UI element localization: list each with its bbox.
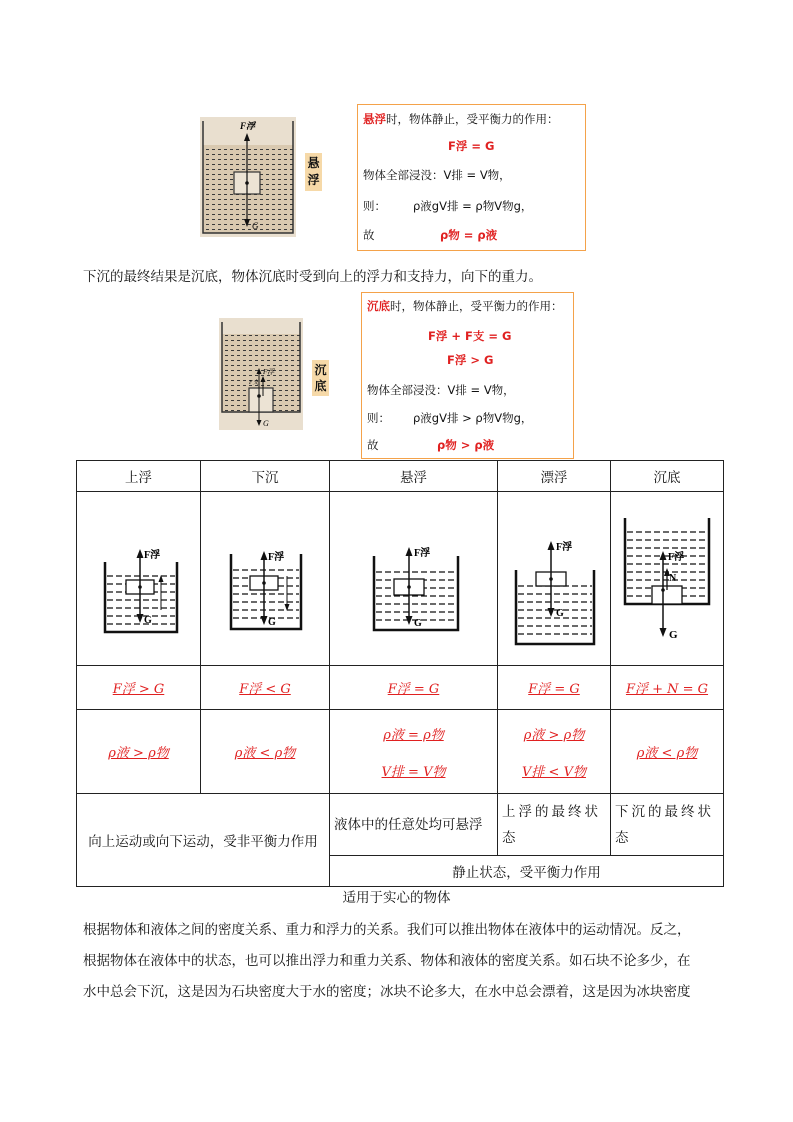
- sink-line5-formula: ρ液gV排 > ρ物V物g，: [413, 411, 533, 425]
- top-fig-f-label: F浮: [240, 121, 256, 131]
- top-fig-g-label: G: [252, 221, 259, 231]
- volume-suspend: V排 = V物: [381, 764, 446, 780]
- bottom-n-label: N: [669, 573, 677, 584]
- suspend-g-label: G: [414, 618, 422, 629]
- float-g-label: G: [556, 608, 564, 619]
- sink-line1: 时，物体静止，受平衡力的作用：: [390, 299, 563, 313]
- bottom-f-label: F浮: [668, 552, 685, 563]
- state-comparison-table: [76, 460, 724, 887]
- table-caption: 适用于实心的物体: [342, 890, 451, 906]
- force-sink: F浮 < G: [239, 682, 291, 697]
- mid-fig-n-label: F支: [249, 380, 259, 386]
- table-diagram-row: [77, 492, 724, 666]
- paragraph-line-1: 根据物体和液体之间的密度关系、重力和浮力的关系。我们可以推出物体在液体中的运动情况。反之，: [83, 922, 691, 938]
- suspend-line1: 时，物体静止，受平衡力的作用：: [386, 112, 559, 126]
- paragraph-line-2: 根据物体在液体中的状态，也可以推出浮力和重力关系、物体和液体的密度关系。如石块不论多少，在: [83, 953, 691, 969]
- suspend-f-label: F浮: [414, 548, 431, 559]
- sink-formula1: F浮 + F支 = G: [428, 329, 512, 343]
- sink-line5-label: 则：: [367, 411, 390, 425]
- suspend-info-box: [357, 104, 586, 251]
- paragraph-sink: 下沉的最终结果是沉底，物体沉底时受到向上的浮力和支持力，向下的重力。: [83, 269, 542, 285]
- force-suspend: F浮 = G: [387, 682, 440, 697]
- suspend-line4-formula: ρ液gV排 = ρ物V物g，: [413, 199, 533, 213]
- suspend-line3: 物体全部浸没：V排 = V物，: [363, 168, 511, 182]
- table-force-row: [77, 666, 724, 710]
- diagram-bottom: [611, 492, 724, 666]
- sink-f-label: F浮: [268, 552, 285, 563]
- force-rise: F浮 > G: [112, 682, 165, 697]
- density-suspend: ρ液 = ρ物: [383, 727, 444, 743]
- diagram-rise: [77, 492, 201, 666]
- volume-float: V排 < V物: [522, 764, 586, 780]
- rise-g-label: G: [144, 615, 152, 626]
- header-sink: 下沉: [201, 461, 330, 492]
- density-bottom: ρ液 < ρ物: [636, 746, 698, 761]
- diagram-suspend: [330, 492, 498, 666]
- float-f-label: F浮: [556, 542, 573, 553]
- mid-fig-g-label: G: [263, 419, 269, 428]
- force-bottom: F浮 + N = G: [625, 682, 709, 697]
- diagram-sink: [201, 492, 330, 666]
- sink-g-label: G: [268, 617, 276, 628]
- sink-figure: [219, 318, 303, 430]
- header-float: 漂浮: [498, 461, 611, 492]
- sink-line4: 物体全部浸没：V排 = V物，: [367, 383, 515, 397]
- rise-f-label: F浮: [144, 550, 161, 561]
- table-density-row: [77, 710, 724, 794]
- table-motion-row: [77, 794, 724, 856]
- motion-static: 静止状态，受平衡力作用: [330, 856, 724, 887]
- sink-keyword: 沉底: [367, 299, 390, 313]
- sink-info-box: [361, 292, 574, 459]
- suspend-tag: 悬浮: [305, 153, 322, 191]
- sink-line6-label: 故: [367, 438, 379, 452]
- sink-formula2: F浮 > G: [447, 353, 494, 367]
- bottom-g-label: G: [669, 629, 678, 641]
- mid-fig-f-label: F浮: [263, 368, 275, 376]
- force-float: F浮 = G: [528, 682, 580, 697]
- motion-left: 向上运动或向下运动，受非平衡力作用: [77, 794, 330, 887]
- motion-suspend: 液体中的任意处均可悬浮: [334, 816, 483, 833]
- paragraph-line-3: 水中总会下沉，这是因为石块密度大于水的密度；冰块不论多大，在水中总会漂着，这是因为冰块密度: [83, 984, 691, 1000]
- suspend-formula1: F浮 = G: [448, 139, 495, 153]
- density-rise: ρ液 > ρ物: [108, 746, 169, 761]
- header-bottom: 沉底: [611, 461, 724, 492]
- density-float: ρ液 > ρ物: [523, 727, 585, 743]
- motion-sink: 下沉的最终状态: [615, 803, 714, 846]
- suspend-figure: [200, 117, 296, 237]
- table-header-row: [77, 461, 724, 492]
- sink-tag: 沉底: [312, 360, 329, 396]
- suspend-line5-formula: ρ物 = ρ液: [440, 228, 498, 242]
- diagram-float: [498, 492, 611, 666]
- suspend-keyword: 悬浮: [363, 112, 386, 126]
- sink-line6-formula: ρ物 > ρ液: [437, 438, 495, 452]
- density-sink: ρ液 < ρ物: [234, 746, 296, 761]
- suspend-line5-label: 故: [363, 228, 375, 242]
- motion-float: 上浮的最终状态: [502, 803, 601, 846]
- suspend-line4-label: 则：: [363, 199, 386, 213]
- header-suspend: 悬浮: [330, 461, 498, 492]
- header-rise: 上浮: [77, 461, 201, 492]
